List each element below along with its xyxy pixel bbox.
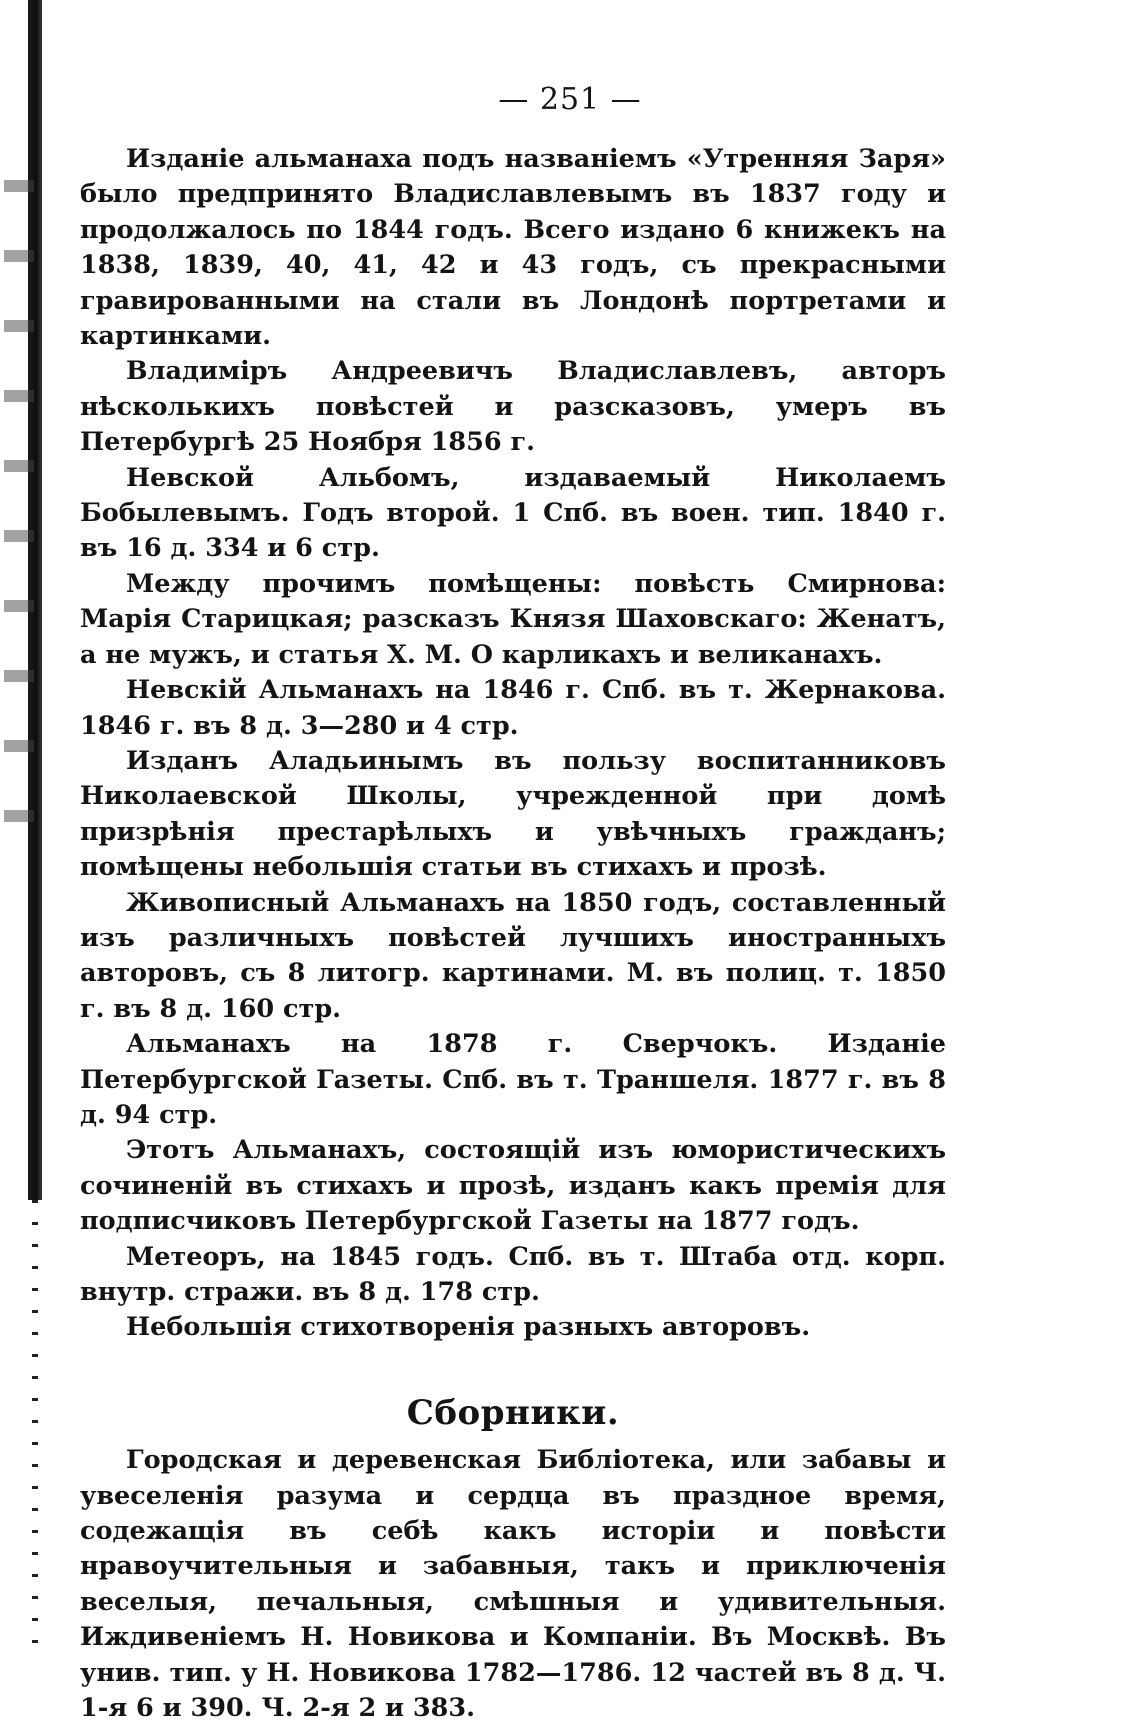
- paragraph-text: Небольшія стихотворенія разныхъ авторовъ.: [126, 1312, 811, 1343]
- paragraph-8: [80, 1027, 946, 1133]
- paragraph-text: Изданъ Аладьинымъ въ пользу воспитанниковъ Николаевской Школы, учрежденной при домѣ призрѣнія престарѣлыхъ и увѣчныхъ гражданъ; помѣщены небольшія статьи въ стихахъ и прозѣ.: [80, 745, 946, 883]
- entry-head: Невской: [126, 462, 254, 493]
- entry-head: Альманахъ: [126, 1029, 291, 1060]
- paragraph-5: [80, 673, 946, 744]
- paragraph-3: [80, 461, 946, 567]
- paragraph-2: [80, 354, 946, 460]
- binding-edge-lower: [32, 1200, 38, 1657]
- entry-head: Метеоръ: [126, 1241, 257, 1272]
- paragraph-text: Альманахъ на 1846 г. Спб. въ т. Жернакова. 1846 г. въ 8 д. 3—280 и 4 стр.: [80, 675, 946, 741]
- paragraph-text: Этотъ Альманахъ, состоящій изъ юмористическихъ сочиненій въ стихахъ и прозѣ, изданъ какъ премія для подписчиковъ Петербургской Газеты на 1877 годъ.: [80, 1135, 946, 1237]
- paragraph-4: [80, 567, 946, 673]
- paragraph-text: Владиміръ Андреевичъ Владиславлевъ, авторъ нѣсколькихъ повѣстей и разсказовъ, умеръ въ Петербургѣ 25 Ноября 1856 г.: [80, 356, 946, 458]
- paragraph-6: [80, 744, 946, 886]
- paragraph-9: [80, 1133, 946, 1239]
- paragraph-1: [80, 142, 946, 354]
- section-paragraph-1: [80, 1443, 946, 1726]
- paragraph-text: Альбомъ, издаваемый Николаемъ Бобылевымъ. Годъ второй. 1 Спб. въ воен. тип. 1840 г. въ 16 д. 334 и 6 стр.: [80, 462, 946, 564]
- paragraph-text: на 1878 г. Сверчокъ. Изданіе Петербургской Газеты. Спб. въ т. Траншеля. 1877 г. въ 8 д. 94 стр.: [80, 1029, 946, 1130]
- entry-head: Невскій: [126, 675, 247, 706]
- paragraph-text: Между прочимъ помѣщены: повѣсть Смирнова: Марія Старицкая; разсказъ Князя Шаховскаго: Женатъ, а не мужъ, и статья Х. М. О карликахъ и великанахъ.: [80, 568, 946, 670]
- entry-head: Городская: [126, 1445, 282, 1476]
- entry-head: Живописный: [126, 887, 330, 918]
- paragraph-10: [80, 1240, 946, 1311]
- paragraph-text: , на 1845 годъ. Спб. въ т. Штаба отд. корп. внутр. стражи. въ 8 д. 178 стр.: [80, 1241, 946, 1307]
- section-title: Сборники.: [406, 1392, 620, 1433]
- paragraph-11: [80, 1310, 946, 1345]
- scan-edge-marks: [4, 140, 34, 840]
- paragraph-text: Альманахъ на 1850 годъ, составленный изъ различныхъ повѣстей лучшихъ иностранныхъ авторовъ, съ 8 литогр. картинами. М. въ полиц. т. 1850 г. въ 8 д. 160 стр.: [80, 887, 946, 1024]
- paragraph-text: Изданіе альманаха подъ названіемъ «Утренняя Заря» было предпринято Владиславлевымъ въ 1837 году и продолжалось по 1844 годъ. Всего издано 6 книжекъ на 1838, 1839, 40, 41, 42 и 43 годъ, съ прекрасными гравированными на стали въ Лондонѣ портретами и картинками.: [80, 144, 946, 352]
- paragraph-text: и деревенская Библіотека, или забавы и увеселенія разума и сердца въ праздное время, содежащія въ себѣ какъ исторіи и повѣсти нравоучительныя и забавныя, такъ и приключенія веселыя, печальныя, смѣшныя и удивительныя. Иждивеніемъ Н. Новикова и Компаніи. Въ Москвѣ. Въ унив. тип. у Н. Новикова 1782—1786. 12 частей въ 8 д. Ч. 1-я 6 и 390. Ч. 2-я 2 и 383.: [80, 1445, 946, 1724]
- paragraph-7: [80, 886, 946, 1028]
- main-text: [80, 142, 946, 1726]
- page-number: — 251 —: [498, 82, 642, 117]
